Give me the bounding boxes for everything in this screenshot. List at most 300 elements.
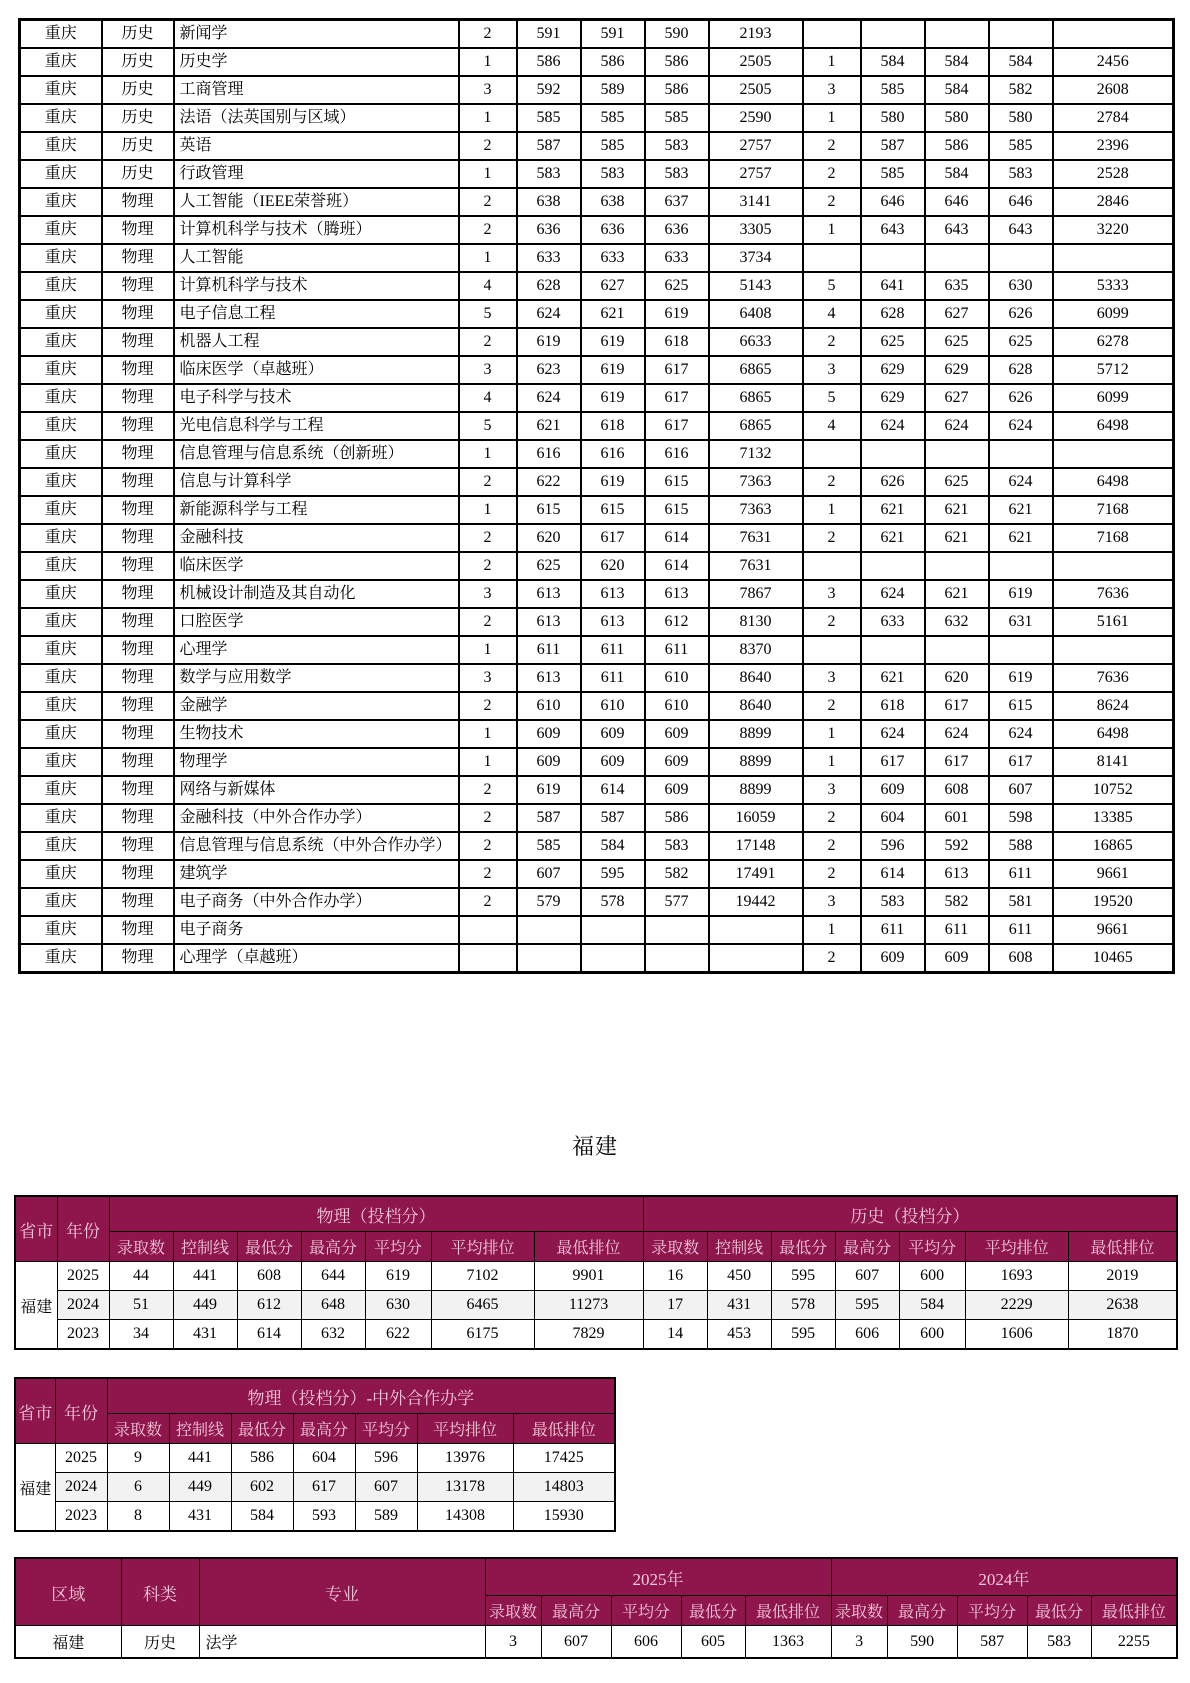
table-cell: 34 — [109, 1320, 173, 1350]
table-cell: 5712 — [1053, 356, 1174, 384]
table-cell: 583 — [645, 132, 709, 160]
table-cell: 重庆 — [20, 468, 102, 496]
table-cell: 625 — [517, 552, 581, 580]
table-cell: 595 — [771, 1320, 835, 1350]
table-cell: 3 — [803, 580, 861, 608]
table-cell: 583 — [645, 832, 709, 860]
col-header: 平均分 — [899, 1232, 965, 1262]
table-cell: 627 — [581, 272, 645, 300]
col-header: 最高分 — [301, 1232, 365, 1262]
table-cell: 重庆 — [20, 608, 102, 636]
table-cell: 8640 — [709, 664, 803, 692]
col-header: 最高分 — [887, 1596, 957, 1626]
table-row — [20, 76, 1174, 104]
table-cell: 616 — [645, 440, 709, 468]
table-cell: 物理 — [102, 636, 174, 664]
table-cell: 2 — [803, 524, 861, 552]
table-cell: 51 — [109, 1291, 173, 1320]
table-cell: 电子商务 — [174, 916, 459, 944]
table-cell: 644 — [301, 1262, 365, 1291]
table-cell: 581 — [989, 888, 1053, 916]
col-header: 录取数 — [831, 1596, 887, 1626]
table-cell: 19442 — [709, 888, 803, 916]
table-cell: 633 — [645, 244, 709, 272]
table-cell: 595 — [581, 860, 645, 888]
table-row — [20, 888, 1174, 916]
table-cell: 619 — [989, 664, 1053, 692]
table-cell: 585 — [645, 104, 709, 132]
table-cell: 609 — [645, 776, 709, 804]
col-header: 录取数 — [643, 1232, 707, 1262]
table-cell: 613 — [517, 580, 581, 608]
table-cell: 5 — [803, 272, 861, 300]
table-cell: 622 — [517, 468, 581, 496]
table-cell: 613 — [645, 580, 709, 608]
table-cell: 法学 — [199, 1626, 485, 1659]
table-cell: 19520 — [1053, 888, 1174, 916]
table-cell: 7168 — [1053, 524, 1174, 552]
table-cell: 587 — [861, 132, 925, 160]
table-cell: 网络与新媒体 — [174, 776, 459, 804]
table-cell: 611 — [581, 636, 645, 664]
table-cell: 1 — [803, 48, 861, 76]
table-cell: 613 — [517, 608, 581, 636]
table-cell: 587 — [957, 1626, 1027, 1659]
table-cell — [1053, 440, 1174, 468]
table-cell: 611 — [517, 636, 581, 664]
table-cell: 历史 — [102, 160, 174, 188]
table-cell — [925, 636, 989, 664]
table-cell: 587 — [517, 804, 581, 832]
table-cell: 607 — [517, 860, 581, 888]
table-cell — [989, 244, 1053, 272]
table-cell: 633 — [581, 244, 645, 272]
table-cell: 物理 — [102, 356, 174, 384]
table-cell: 621 — [925, 496, 989, 524]
table-cell: 金融科技 — [174, 524, 459, 552]
table-row — [20, 356, 1174, 384]
table-cell: 7631 — [709, 552, 803, 580]
table-cell: 2 — [803, 804, 861, 832]
table-cell: 6633 — [709, 328, 803, 356]
table-cell: 重庆 — [20, 20, 102, 49]
table-row — [15, 1626, 1177, 1659]
table-cell: 物理 — [102, 944, 174, 973]
table-cell: 2638 — [1068, 1291, 1177, 1320]
table-cell: 2 — [803, 160, 861, 188]
table-cell — [803, 636, 861, 664]
table-cell: 613 — [517, 664, 581, 692]
table-row — [20, 48, 1174, 76]
table-cell: 625 — [925, 468, 989, 496]
table-cell: 604 — [861, 804, 925, 832]
table-cell: 2 — [459, 216, 517, 244]
table-cell: 582 — [925, 888, 989, 916]
table-cell: 物理 — [102, 272, 174, 300]
table-cell: 物理学 — [174, 748, 459, 776]
table-cell: 3 — [459, 76, 517, 104]
table-cell: 431 — [169, 1502, 231, 1532]
col-header: 最低分 — [237, 1232, 301, 1262]
table-cell: 625 — [861, 328, 925, 356]
table-cell: 610 — [645, 692, 709, 720]
table-cell: 重庆 — [20, 132, 102, 160]
table-cell: 重庆 — [20, 188, 102, 216]
table-cell — [803, 440, 861, 468]
table-cell: 585 — [861, 160, 925, 188]
table-cell: 628 — [517, 272, 581, 300]
table-cell: 16865 — [1053, 832, 1174, 860]
table-cell: 612 — [645, 608, 709, 636]
table-cell: 8141 — [1053, 748, 1174, 776]
table-cell: 585 — [517, 104, 581, 132]
table-cell: 计算机科学与技术 — [174, 272, 459, 300]
table-cell: 623 — [517, 356, 581, 384]
table-cell: 6865 — [709, 412, 803, 440]
table-cell: 632 — [925, 608, 989, 636]
table-cell: 1 — [459, 48, 517, 76]
table-cell: 624 — [861, 720, 925, 748]
table-cell: 13976 — [417, 1444, 513, 1473]
table-cell: 2 — [459, 20, 517, 49]
table-cell: 431 — [173, 1320, 237, 1350]
table-cell: 机器人工程 — [174, 328, 459, 356]
col-header: 最低排位 — [1091, 1596, 1177, 1626]
table-cell: 624 — [517, 384, 581, 412]
table-cell: 6498 — [1053, 412, 1174, 440]
table-cell: 物理 — [102, 804, 174, 832]
table-cell: 431 — [707, 1291, 771, 1320]
col-header: 控制线 — [169, 1414, 231, 1444]
table-cell: 583 — [517, 160, 581, 188]
col-header: 最低分 — [771, 1232, 835, 1262]
table-cell: 7631 — [709, 524, 803, 552]
table-cell: 2024 — [57, 1291, 109, 1320]
table-cell: 583 — [1027, 1626, 1091, 1659]
table-cell: 17425 — [513, 1444, 615, 1473]
table-cell: 584 — [989, 48, 1053, 76]
table-cell — [861, 20, 925, 49]
table-cell: 3 — [459, 356, 517, 384]
table-cell: 新能源科学与工程 — [174, 496, 459, 524]
table-cell — [1053, 244, 1174, 272]
table-row — [20, 664, 1174, 692]
table-cell: 646 — [861, 188, 925, 216]
table-cell: 591 — [581, 20, 645, 49]
table-cell: 历史 — [102, 48, 174, 76]
table-cell: 重庆 — [20, 300, 102, 328]
table-cell: 重庆 — [20, 412, 102, 440]
table-cell: 453 — [707, 1320, 771, 1350]
table-cell: 口腔医学 — [174, 608, 459, 636]
table-cell: 614 — [861, 860, 925, 888]
table-cell — [925, 244, 989, 272]
table-row — [20, 832, 1174, 860]
table-cell: 586 — [925, 132, 989, 160]
table-cell: 1 — [459, 720, 517, 748]
table-cell: 648 — [301, 1291, 365, 1320]
table-row — [20, 384, 1174, 412]
table-cell: 624 — [989, 720, 1053, 748]
table-cell: 621 — [861, 524, 925, 552]
table-cell: 584 — [899, 1291, 965, 1320]
table-cell: 1 — [803, 720, 861, 748]
table-cell: 17 — [643, 1291, 707, 1320]
table-cell: 14308 — [417, 1502, 513, 1532]
table-cell: 609 — [925, 944, 989, 973]
table-cell: 历史 — [102, 20, 174, 49]
table-cell: 4 — [803, 412, 861, 440]
table-cell: 新闻学 — [174, 20, 459, 49]
table-cell: 物理 — [102, 300, 174, 328]
col-header-year: 年份 — [57, 1196, 109, 1262]
table-cell: 600 — [899, 1320, 965, 1350]
table-cell: 609 — [645, 720, 709, 748]
table-cell: 441 — [173, 1262, 237, 1291]
table-cell: 2 — [459, 832, 517, 860]
table-row — [20, 748, 1174, 776]
table-cell: 625 — [989, 328, 1053, 356]
table-cell — [517, 944, 581, 973]
table-cell: 1870 — [1068, 1320, 1177, 1350]
table-cell: 2 — [803, 860, 861, 888]
table-cell: 人工智能（IEEE荣誉班） — [174, 188, 459, 216]
table-cell: 重庆 — [20, 720, 102, 748]
table-row — [20, 776, 1174, 804]
col-header: 最高分 — [293, 1414, 355, 1444]
table-cell: 历史 — [102, 76, 174, 104]
table-row — [20, 524, 1174, 552]
fujian-main-table-body — [15, 1262, 1177, 1350]
table-cell: 449 — [173, 1291, 237, 1320]
table-cell: 金融科技（中外合作办学） — [174, 804, 459, 832]
table-cell — [925, 552, 989, 580]
table-cell: 2505 — [709, 76, 803, 104]
table-cell: 624 — [861, 580, 925, 608]
table-cell: 6278 — [1053, 328, 1174, 356]
table-cell: 641 — [861, 272, 925, 300]
table-cell: 8640 — [709, 692, 803, 720]
table-cell: 1 — [803, 496, 861, 524]
table-cell: 615 — [645, 496, 709, 524]
table-cell: 重庆 — [20, 328, 102, 356]
table-cell: 2024 — [55, 1473, 107, 1502]
col-header-subject: 科类 — [121, 1558, 199, 1626]
table-cell: 628 — [989, 356, 1053, 384]
table-cell: 584 — [231, 1502, 293, 1532]
table-cell: 622 — [365, 1320, 431, 1350]
table-cell: 2023 — [57, 1320, 109, 1350]
table-cell: 17491 — [709, 860, 803, 888]
table-cell — [989, 636, 1053, 664]
table-cell: 585 — [581, 132, 645, 160]
table-cell: 619 — [645, 300, 709, 328]
table-cell: 2 — [459, 888, 517, 916]
table-cell: 617 — [925, 748, 989, 776]
table-cell: 6865 — [709, 384, 803, 412]
table-cell: 638 — [581, 188, 645, 216]
table-cell: 646 — [989, 188, 1053, 216]
table-cell: 5161 — [1053, 608, 1174, 636]
table-cell: 6498 — [1053, 720, 1174, 748]
table-cell: 611 — [861, 916, 925, 944]
table-cell — [803, 20, 861, 49]
table-cell: 609 — [581, 720, 645, 748]
table-row — [15, 1291, 1177, 1320]
table-cell: 3734 — [709, 244, 803, 272]
table-cell: 物理 — [102, 244, 174, 272]
table-cell: 人工智能 — [174, 244, 459, 272]
table-cell: 596 — [861, 832, 925, 860]
table-cell: 584 — [581, 832, 645, 860]
table-cell: 法语（法英国别与区域） — [174, 104, 459, 132]
table-cell — [1053, 20, 1174, 49]
table-cell: 2 — [803, 132, 861, 160]
table-cell: 行政管理 — [174, 160, 459, 188]
table-cell: 621 — [581, 300, 645, 328]
table-cell: 625 — [925, 328, 989, 356]
table-cell: 580 — [925, 104, 989, 132]
table-cell: 重庆 — [20, 552, 102, 580]
table-cell: 618 — [581, 412, 645, 440]
table-row — [20, 20, 1174, 49]
table-cell: 583 — [989, 160, 1053, 188]
table-cell: 605 — [681, 1626, 745, 1659]
table-cell: 3 — [459, 580, 517, 608]
table-cell: 584 — [925, 48, 989, 76]
table-cell — [989, 552, 1053, 580]
table-cell — [925, 440, 989, 468]
table-cell: 重庆 — [20, 832, 102, 860]
col-header: 平均分 — [365, 1232, 431, 1262]
table-cell: 620 — [517, 524, 581, 552]
col-header: 平均排位 — [431, 1232, 534, 1262]
table-cell: 630 — [365, 1291, 431, 1320]
table-row — [15, 1473, 615, 1502]
table-cell: 611 — [581, 664, 645, 692]
table-cell: 609 — [645, 748, 709, 776]
table-cell: 613 — [581, 580, 645, 608]
table-cell — [861, 244, 925, 272]
table-cell: 596 — [355, 1444, 417, 1473]
table-cell: 数学与应用数学 — [174, 664, 459, 692]
table-cell: 电子信息工程 — [174, 300, 459, 328]
table-cell: 2784 — [1053, 104, 1174, 132]
table-cell: 1 — [459, 636, 517, 664]
table-cell: 3 — [831, 1626, 887, 1659]
table-cell: 619 — [989, 580, 1053, 608]
table-cell: 624 — [989, 468, 1053, 496]
table-cell: 586 — [517, 48, 581, 76]
table-cell: 626 — [989, 384, 1053, 412]
table-cell: 579 — [517, 888, 581, 916]
table-cell: 619 — [581, 468, 645, 496]
table-cell: 609 — [517, 748, 581, 776]
table-cell: 物理 — [102, 328, 174, 356]
table-cell: 441 — [169, 1444, 231, 1473]
table-row — [20, 552, 1174, 580]
table-cell: 电子商务（中外合作办学） — [174, 888, 459, 916]
table-cell: 9661 — [1053, 860, 1174, 888]
table-cell: 618 — [861, 692, 925, 720]
table-cell: 2 — [459, 692, 517, 720]
table-cell: 611 — [645, 636, 709, 664]
table-cell — [709, 944, 803, 973]
table-cell: 2 — [803, 328, 861, 356]
table-cell: 593 — [293, 1502, 355, 1532]
table-cell: 8130 — [709, 608, 803, 636]
table-cell: 16 — [643, 1262, 707, 1291]
table-cell: 2505 — [709, 48, 803, 76]
table-cell: 重庆 — [20, 160, 102, 188]
table-row — [15, 1444, 615, 1473]
table-cell: 598 — [989, 804, 1053, 832]
table-cell: 1 — [803, 916, 861, 944]
table-cell: 4 — [459, 272, 517, 300]
table-cell: 621 — [861, 664, 925, 692]
table-cell: 6175 — [431, 1320, 534, 1350]
table-cell: 629 — [861, 356, 925, 384]
table-cell: 620 — [581, 552, 645, 580]
table-row — [15, 1502, 615, 1532]
col-header: 平均分 — [355, 1414, 417, 1444]
table-cell: 信息管理与信息系统（创新班） — [174, 440, 459, 468]
table-cell: 9661 — [1053, 916, 1174, 944]
table-cell: 6865 — [709, 356, 803, 384]
table-cell: 613 — [581, 608, 645, 636]
table-cell: 14 — [643, 1320, 707, 1350]
table-cell: 611 — [989, 860, 1053, 888]
table-cell: 2396 — [1053, 132, 1174, 160]
table-cell: 5143 — [709, 272, 803, 300]
table-cell: 2 — [459, 468, 517, 496]
table-cell: 584 — [925, 160, 989, 188]
col-header: 最低分 — [231, 1414, 293, 1444]
table-cell: 历史学 — [174, 48, 459, 76]
table-cell: 624 — [925, 720, 989, 748]
table-cell: 3 — [803, 76, 861, 104]
table-cell: 590 — [887, 1626, 957, 1659]
table-cell: 619 — [365, 1262, 431, 1291]
table-cell: 1 — [459, 496, 517, 524]
table-cell: 临床医学（卓越班） — [174, 356, 459, 384]
table-cell: 589 — [581, 76, 645, 104]
table-cell: 619 — [581, 356, 645, 384]
table-cell: 617 — [861, 748, 925, 776]
table-row — [20, 104, 1174, 132]
table-row — [20, 720, 1174, 748]
table-cell: 2590 — [709, 104, 803, 132]
table-cell: 3 — [803, 356, 861, 384]
table-row — [20, 916, 1174, 944]
table-cell: 9 — [107, 1444, 169, 1473]
table-row — [15, 1320, 1177, 1350]
table-row — [20, 804, 1174, 832]
table-cell: 592 — [925, 832, 989, 860]
table-cell: 608 — [237, 1262, 301, 1291]
col-header: 最低排位 — [513, 1414, 615, 1444]
table-cell: 1 — [803, 104, 861, 132]
table-cell: 44 — [109, 1262, 173, 1291]
table-cell — [861, 636, 925, 664]
table-cell: 3 — [459, 664, 517, 692]
group-header-2025: 2025年 — [485, 1558, 831, 1596]
table-cell: 3 — [485, 1626, 541, 1659]
table-cell: 16059 — [709, 804, 803, 832]
table-cell: 7636 — [1053, 664, 1174, 692]
col-header: 平均分 — [611, 1596, 681, 1626]
table-cell: 1 — [459, 104, 517, 132]
